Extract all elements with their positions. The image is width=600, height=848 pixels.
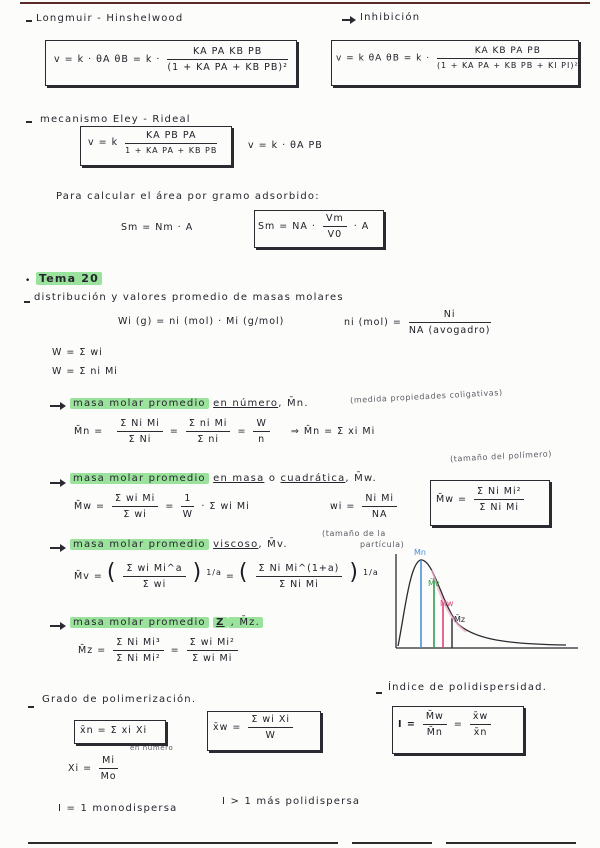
langmuir-den: (1 + KA PA + KB PB)² <box>167 62 288 73</box>
mz-heading-sym: , M̄z. <box>228 617 263 628</box>
mz-heading-text: masa molar promedio <box>70 617 209 628</box>
inhib-den: (1 + KA PA + KB PB + KI PI)² <box>436 61 579 70</box>
eley-den: 1 + KA PA + KB PB <box>125 146 218 155</box>
mz-f2-num: Σ wi Mi² <box>187 637 238 651</box>
mv-f1-den: Σ wi <box>142 579 167 590</box>
ni-eq <box>344 309 494 336</box>
mn-f2 <box>186 418 231 445</box>
mv-note1: (tamaño de la <box>322 529 386 538</box>
indice-f1 <box>423 711 447 738</box>
wi-num: Ni Mi <box>362 493 397 507</box>
mv-heading-text: masa molar promedio <box>70 539 209 550</box>
equals: = <box>170 645 180 656</box>
ni-num: Ni <box>409 309 491 323</box>
mz-eq <box>78 637 241 664</box>
inhib-eq-lhs: v = k θA θB = k · <box>336 53 431 64</box>
eley-eq-lhs: v = k <box>88 137 119 148</box>
mv-heading-mark: viscoso <box>213 539 259 550</box>
mw-heading-text: masa molar promedio <box>70 473 209 484</box>
bullet-dash <box>26 121 32 123</box>
w-sum: W = Σ wi <box>52 347 103 358</box>
wi-eq: Wi (g) = ni (mol) · Mi (g/mol) <box>118 316 285 327</box>
mv-f1-num: Σ wi Mi^a <box>123 563 185 577</box>
sm-eq: Sm = Nm · A <box>121 222 194 233</box>
mn-heading-sym: , M̄n. <box>278 398 309 409</box>
area-intro: Para calcular el área por gramo adsorbido: <box>56 191 320 202</box>
sm2-num: Vm <box>323 213 347 227</box>
langmuir-num: KA PA KB PB <box>167 46 287 60</box>
mz-lhs: M̄z = <box>78 645 107 656</box>
poli-text: I > 1 más polidispersa <box>222 796 361 807</box>
mw-f1 <box>112 493 158 520</box>
plot-label-mw: M̄w <box>440 599 454 608</box>
langmuir-eq <box>54 46 291 73</box>
xi-fraction <box>99 755 118 782</box>
mw-box-num: Σ Ni Mi² <box>474 486 524 500</box>
xi-eq <box>68 755 121 782</box>
xw-den: W <box>265 730 276 741</box>
mz-f1-den: Σ Ni Mi² <box>116 653 161 664</box>
bullet-dash <box>24 301 30 303</box>
langmuir-title: Longmuir - Hinshelwood <box>36 13 184 24</box>
xn-lhs: x̄n = <box>80 725 107 736</box>
mv-f2-den: Σ Ni Mi <box>279 579 319 590</box>
indice-f2-den: x̄n <box>473 727 488 738</box>
plot-label-mz: M̄z <box>454 615 466 624</box>
indice-eq <box>398 711 494 738</box>
mn-f3-den: n <box>258 434 266 445</box>
mn-eq <box>74 418 375 445</box>
mz-f1 <box>113 637 163 664</box>
tema-bullet: • <box>25 276 31 286</box>
mn-f1-num: Σ Ni Mi <box>117 418 163 432</box>
bottom-border-line-right <box>446 842 576 844</box>
mw-heading-mark2: cuadrática <box>280 473 346 484</box>
mz-f1-num: Σ Ni Mi³ <box>113 637 163 651</box>
mv-f1 <box>123 563 185 590</box>
sm2-den: V0 <box>327 229 343 240</box>
mw-heading-mark: en masa <box>213 473 265 484</box>
paren-close: ) <box>349 560 359 585</box>
mn-f1-den: Σ Ni <box>128 434 152 445</box>
xw-lhs: x̄w = <box>213 722 242 733</box>
mw-heading-sym: , M̄w. <box>345 473 377 484</box>
arrow-mn <box>50 405 64 407</box>
grado-title: Grado de polimerización. <box>42 694 197 705</box>
mn-lhs: M̄n = <box>74 426 104 437</box>
indice-f2-num: x̄w <box>470 711 491 725</box>
mw-f2-rhs: · Σ wi Mi <box>201 501 250 512</box>
mw-heading-mid: o <box>268 473 277 484</box>
indice-f1-num: M̄w <box>423 711 447 725</box>
equals: = <box>169 426 179 437</box>
inhib-num: KA KB PA PB <box>437 46 579 59</box>
equals: = <box>165 501 175 512</box>
paren-open: ( <box>106 560 117 585</box>
xi-num: Mi <box>99 755 118 769</box>
inhibicion-eq <box>336 46 582 70</box>
mw-eq <box>74 493 250 520</box>
top-border-line <box>20 2 590 4</box>
mw-box-den: Σ Ni Mi <box>479 502 520 513</box>
tema-subtitle: distribución y valores promedio de masas molares <box>34 292 344 303</box>
wi-fraction <box>362 493 397 520</box>
eley-num: KA PB PA <box>125 130 217 144</box>
langmuir-eq-lhs: v = k · θA θB = k · <box>54 54 161 65</box>
equals: = <box>225 571 235 582</box>
inhibicion-title: Inhibición <box>360 12 421 23</box>
mn-f3 <box>253 418 269 445</box>
mz-f2 <box>187 637 238 664</box>
mv-f2-num: Σ Ni Mi^(1+a) <box>256 563 343 577</box>
mn-f2-den: Σ ni <box>197 434 219 445</box>
sm2-lhs: Sm = NA · <box>258 221 316 232</box>
mn-heading <box>70 398 309 409</box>
paren-open: ( <box>238 560 249 585</box>
mw-f2 <box>181 493 194 520</box>
mono-text: I = 1 monodispersa <box>58 803 178 814</box>
w-sum2: W = Σ ni Mi <box>52 366 118 377</box>
mz-f2-den: Σ wi Mi <box>192 653 233 664</box>
mn-heading-text: masa molar promedio <box>70 398 209 409</box>
arrow-mz <box>50 625 64 627</box>
tema-title: Tema 20 <box>36 272 102 285</box>
xn-rhs: Σ xi Xi <box>110 725 148 736</box>
mn-size-note: (tamaño del polímero) <box>449 449 553 464</box>
mw-f2-den: W <box>182 509 194 520</box>
mv-heading <box>70 539 288 550</box>
wi-den: NA <box>371 509 388 520</box>
arrow-inhibicion <box>342 19 354 21</box>
mw-f1-num: Σ wi Mi <box>112 493 158 507</box>
mn-f3-num: W <box>253 418 269 432</box>
xw-num: Σ wi Xi <box>248 714 293 728</box>
mv-exp2: 1/a <box>363 567 379 577</box>
bottom-border-line-left <box>28 842 338 844</box>
xw-fraction <box>248 714 293 741</box>
grado-note: en número <box>130 744 174 752</box>
mw-f2-num: 1 <box>181 493 194 507</box>
ni-fraction <box>409 309 491 336</box>
indice-title: Índice de polidispersidad. <box>388 682 548 693</box>
mv-f2 <box>256 563 343 590</box>
bullet-dash <box>26 20 32 22</box>
mv-heading-sym: , M̄v. <box>258 539 288 550</box>
mw-box-lhs: M̄w = <box>436 494 467 505</box>
eley-fraction <box>125 130 217 155</box>
eley-eq <box>88 130 220 155</box>
mw-f1-den: Σ wi <box>123 509 147 520</box>
xi-lhs: Xi = <box>68 763 93 774</box>
plot-curve <box>398 560 566 646</box>
distribution-plot <box>388 548 588 658</box>
mv-lhs: M̄v = <box>74 571 103 582</box>
equals: = <box>237 426 247 437</box>
xn-eq <box>80 725 147 736</box>
mv-exp1: 1/a <box>206 567 222 577</box>
sm2-rhs: · A <box>353 221 370 232</box>
mw-box-fraction <box>474 486 524 513</box>
arrow-mv <box>50 547 64 549</box>
mv-note2: partícula) <box>360 540 405 549</box>
plot-label-mn: M̄n <box>414 548 426 557</box>
equals: = <box>453 719 463 730</box>
xw-eq <box>213 714 296 741</box>
indice-lhs: I = <box>398 719 416 730</box>
bottom-border-line-mid <box>352 842 432 844</box>
mn-heading-mark: en número <box>213 398 279 409</box>
eley-eq-right: v = k · θA PB <box>248 140 323 151</box>
indice-f1-den: M̄n <box>426 727 443 738</box>
wi-def <box>330 493 400 520</box>
mw-heading <box>70 473 377 484</box>
mv-eq <box>74 560 379 590</box>
mz-heading <box>70 617 263 628</box>
mn-f2-num: Σ ni Mi <box>186 418 231 432</box>
ni-lhs: ni (mol) = <box>344 317 402 328</box>
inhib-fraction <box>437 46 579 70</box>
mw-lhs: M̄w = <box>74 501 105 512</box>
langmuir-fraction <box>167 46 287 73</box>
wi-lhs: wi = <box>330 501 356 512</box>
bullet-dash <box>28 706 34 708</box>
mn-note: (medida propiedades coligativas) <box>349 388 504 405</box>
ni-den: NA (avogadro) <box>408 325 491 336</box>
plot-label-mv: M̄v <box>428 579 440 588</box>
eley-title: mecanismo Eley - Rideal <box>40 114 191 125</box>
bullet-dash <box>376 692 382 694</box>
xi-den: Mo <box>100 771 117 782</box>
indice-f2 <box>470 711 491 738</box>
mn-f1 <box>117 418 163 445</box>
sm2-fraction <box>323 213 347 240</box>
mn-rhs: ⇒ M̄n = Σ xi Mi <box>290 426 376 437</box>
mz-heading-mark: Z <box>213 617 227 628</box>
paren-close: ) <box>192 560 203 585</box>
sm2-eq <box>258 213 369 240</box>
arrow-mw <box>50 482 64 484</box>
mw-box-eq <box>436 486 527 513</box>
